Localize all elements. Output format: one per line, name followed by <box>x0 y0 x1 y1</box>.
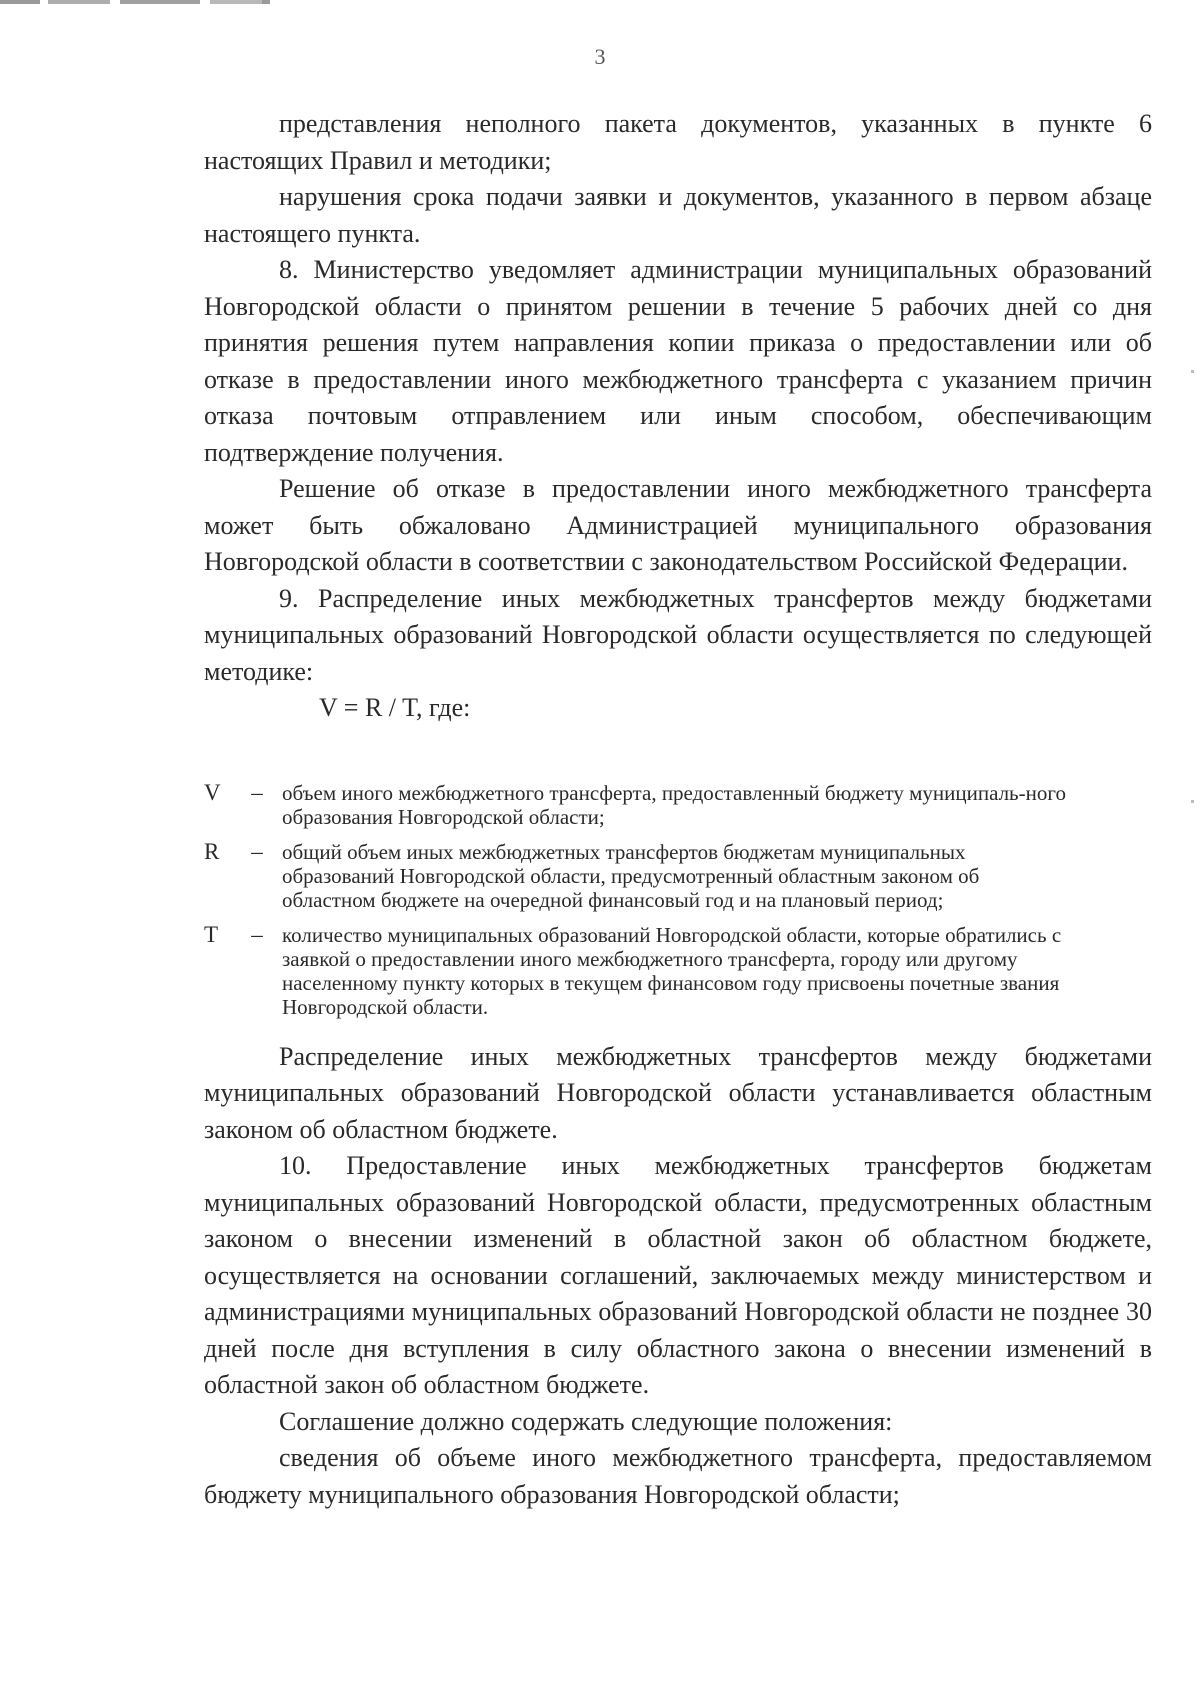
paragraph: 10. Предоставление иных межбюджетных трансфертов бюджетам муниципальных образований Новгородской области, предусмотренных областным законом о внесении изменений в областной закон об областном бюджете, осуществляется на основании соглашений, заключаемых между министерством и администрациями муниципальных образований Новгородской области не позднее 30 дней после дня вступления в силу областного закона о внесении изменений в областной закон об областном бюджете. <box>204 1151 1152 1399</box>
page-number: 3 <box>594 44 606 69</box>
definition-dash: – <box>251 838 263 864</box>
definitions-list <box>204 781 1152 1019</box>
definition-item <box>204 923 1152 1019</box>
scan-artifact <box>1191 800 1194 803</box>
definition-text: количество муниципальных образований Новгородской области, которые обратились с заявкой о предоставлении иного межбюджетного трансферта, городу или другому населенному пункту которых в текущем финансовом году присвоены почетные звания Новгородской области. <box>282 922 1062 1019</box>
definition-symbol: R <box>204 838 220 864</box>
paragraph: Решение об отказе в предоставлении иного межбюджетного трансферта может быть обжаловано Администрацией муниципального образования Новгородской области в соответствии с законодательством Российской Федерации. <box>204 474 1152 576</box>
definition-text: объем иного межбюджетного трансферта, предоставленный бюджету муниципаль-ного образования Новгородской области; <box>282 780 1066 829</box>
definition-text: общий объем иных межбюджетных трансфертов бюджетам муниципальных образований Новгородской области, предусмотренный областным законом об областном бюджете на очередной финансовый год и на плановый период; <box>282 839 980 912</box>
paragraph: сведения об объеме иного межбюджетного трансферта, предоставляемом бюджету муниципального образования Новгородской области; <box>204 1443 1152 1509</box>
paragraph: Распределение иных межбюджетных трансфертов между бюджетами муниципальных образований Новгородской области устанавливается областным законом об областном бюджете. <box>204 1041 1152 1144</box>
definition-dash: – <box>251 921 263 947</box>
closing-section <box>204 1039 1152 1514</box>
scan-artifact <box>0 0 270 4</box>
paragraph: 9. Распределение иных межбюджетных трансфертов между бюджетами муниципальных образований Новгородской области осуществляется по следующей методике: <box>204 583 1152 686</box>
paragraph: представления неполного пакета документов, указанных в пункте 6 настоящих Правил и методики; <box>204 109 1152 175</box>
definition-symbol: V <box>204 779 221 805</box>
definition-item <box>204 781 1152 829</box>
scan-artifact <box>1191 370 1194 373</box>
paragraph: нарушения срока подачи заявки и документов, указанного в первом абзаце настоящего пункта. <box>204 182 1152 248</box>
document-body <box>204 106 1152 1513</box>
definition-item <box>204 840 1152 912</box>
formula: V = R / T, где: <box>319 693 471 722</box>
definition-symbol: T <box>204 921 219 947</box>
definition-dash: – <box>251 779 263 805</box>
paragraph: Соглашение должно содержать следующие положения: <box>279 1406 893 1436</box>
paragraph: 8. Министерство уведомляет администрации муниципальных образований Новгородской области о принятом решении в течение 5 рабочих дней со дня принятия решения путем направления копии приказа о предоставлении или об отказе в предоставлении иного межбюджетного трансферта с указанием причин отказа почтовым отправлением или иным способом, обеспечивающим подтверждение получения. <box>204 255 1152 467</box>
